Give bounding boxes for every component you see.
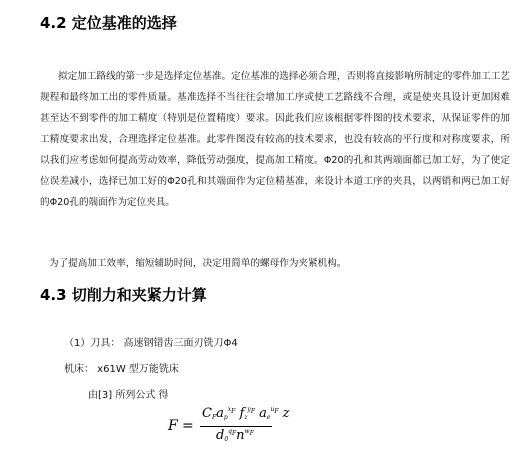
section-heading-4-2: 4.2 定位基准的选择: [40, 14, 177, 32]
paragraph-datum-selection: 拟定加工路线的第一步是选择定位基准。定位基准的选择必须合理，否则将直接影响所制定的零件加工工艺规程和最终加工出的零件质量。基准选择不当往往会增加工序或使工艺路线不合理，或是使夹具设计更加困难甚至达不到零件的加工精度（特别是位置精度）要求。因此我们应该根据零件图的技术要求，从保证零件的加工精度要求出发，合理选择定位基准。此零件图没有较高的技术要求，也没有较高的平行度和对称度要求，所以我们应考虑如何提高劳动效率，降低劳动强度，提高加工精度。Φ20的孔和其两端面都已加工好，为了使定位误差减小，选择已加工好的Φ20孔和其端面作为定位精基准，来设计本道工序的夹具，以两销和两已加工好的Φ20孔的端面作为定位夹具。: [40, 71, 510, 208]
formula-numerator: $C_Fa_p^{x_F}$ $f_z^{y_F}$ $a_e^{u_F}$ z: [202, 406, 290, 421]
fraction-bar: [200, 426, 272, 427]
formula-lhs: F: [168, 418, 178, 434]
section-heading-4-3: 4.3 切削力和夹紧力计算: [40, 286, 207, 304]
formula-intro-line: 由[3] 所列公式 得: [88, 390, 169, 401]
tool-spec-line: （1）刀具： 高速钢错齿三面刃铣刀Φ4: [64, 338, 238, 349]
machine-spec-line: 机床： x61W 型万能铣床: [64, 364, 179, 375]
paragraph-clamping-mechanism: 为了提高加工效率，缩短辅助时间，决定用简单的螺母作为夹紧机构。: [49, 258, 347, 269]
formula-denominator: $d_0^{q_F}n^{w_F}$: [216, 428, 254, 443]
formula-equals: =: [182, 418, 194, 434]
